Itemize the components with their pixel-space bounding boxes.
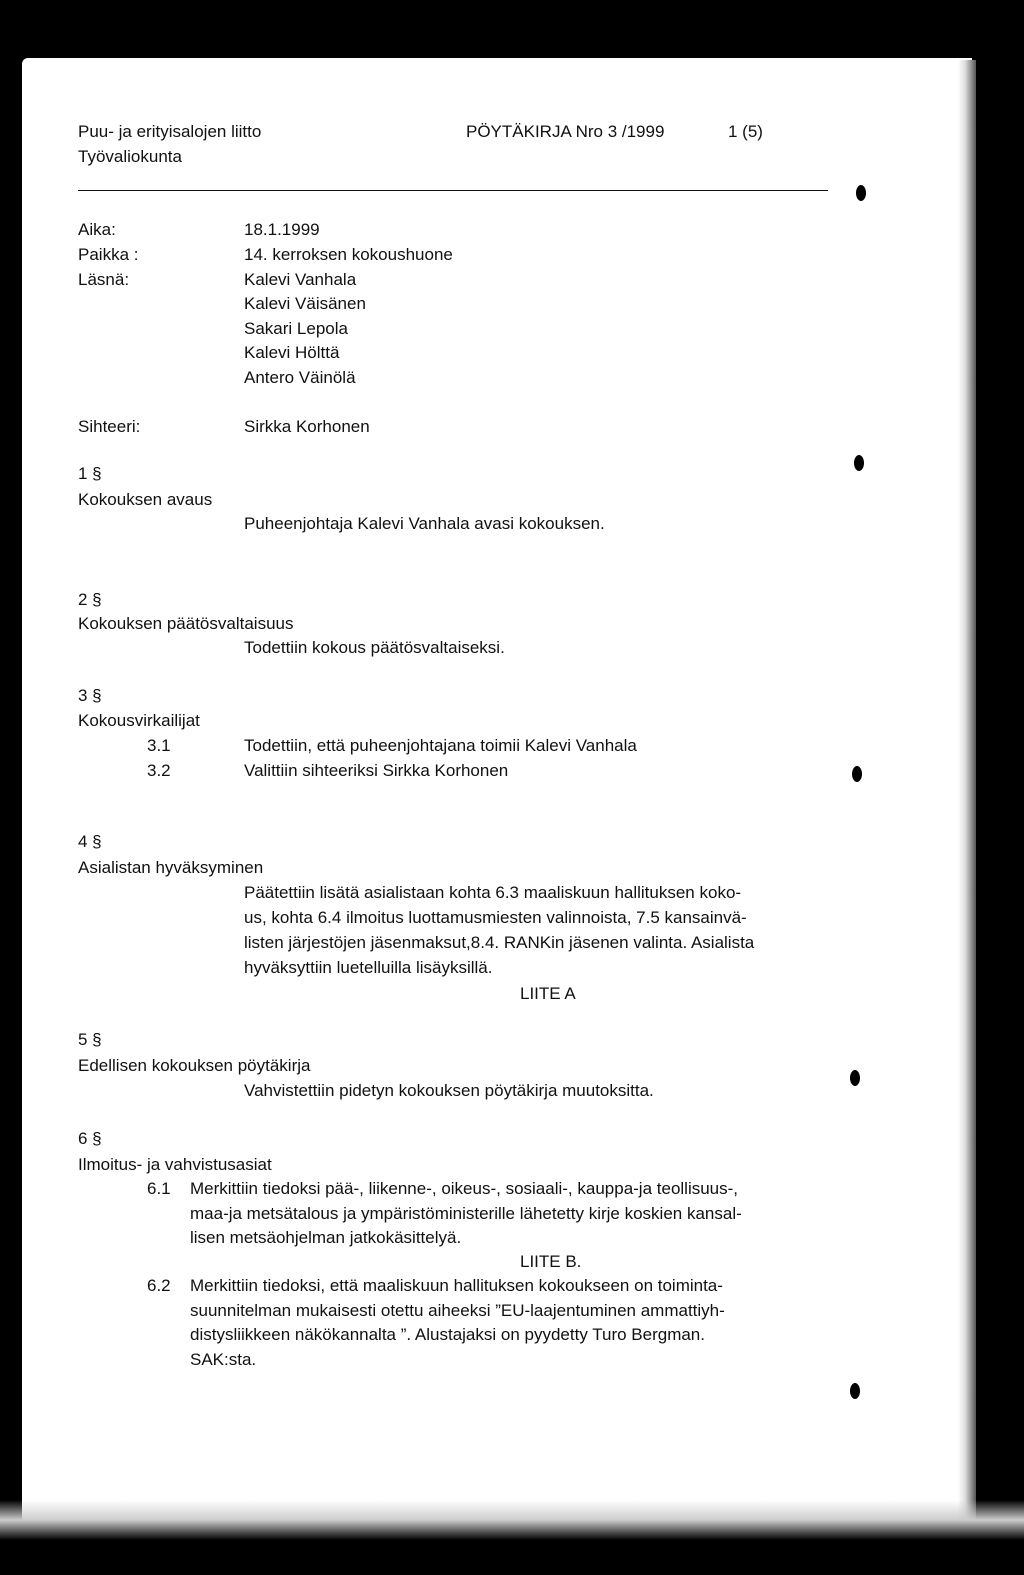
sihteeri-label: Sihteeri: <box>78 417 141 436</box>
attendee: Kalevi Hölttä <box>244 343 340 362</box>
item-number: 3.1 <box>147 736 171 755</box>
item-text-line: Merkittiin tiedoksi pää-, liikenne-, oikeus-, sosiaali-, kauppa-ja teollisuus-, <box>190 1179 739 1198</box>
section-text: Vahvistettiin pidetyn kokouksen pöytäkirja muutoksitta. <box>244 1081 654 1100</box>
org-name: Puu- ja erityisalojen liitto <box>78 122 262 141</box>
aika-value: 18.1.1999 <box>244 220 320 239</box>
paikka-value: 14. kerroksen kokoushuone <box>244 245 453 264</box>
item-number: 6.1 <box>147 1179 171 1198</box>
section-text-line: us, kohta 6.4 ilmoitus luottamusmiesten valinnoista, 7.5 kansainvä- <box>244 908 747 927</box>
item-text-line: suunnitelman mukaisesti otettu aiheeksi ”EU-laajentuminen ammattiyh- <box>190 1301 725 1320</box>
section-number: 6 § <box>78 1129 102 1148</box>
page-number: 1 (5) <box>728 122 763 141</box>
sihteeri-value: Sirkka Korhonen <box>244 417 370 436</box>
page-edge-shadow <box>958 60 976 1530</box>
section-title: Kokousvirkailijat <box>78 711 200 730</box>
binder-hole-icon <box>850 1383 860 1399</box>
section-title: Kokouksen päätösvaltaisuus <box>78 614 294 633</box>
attachment-ref: LIITE B. <box>520 1252 582 1271</box>
item-number: 3.2 <box>147 761 171 780</box>
section-number: 4 § <box>78 832 102 851</box>
binder-hole-icon <box>854 455 864 471</box>
binder-hole-icon <box>856 185 866 201</box>
section-text: Puheenjohtaja Kalevi Vanhala avasi kokouksen. <box>244 514 605 533</box>
section-text-line: Päätettiin lisätä asialistaan kohta 6.3 maaliskuun hallituksen koko- <box>244 883 742 902</box>
org-unit: Työvaliokunta <box>78 147 182 166</box>
item-text-line: Merkittiin tiedoksi, että maaliskuun hallituksen kokoukseen on toiminta- <box>190 1276 723 1295</box>
section-number: 1 § <box>78 464 102 483</box>
section-text-line: hyväksyttiin luetelluilla lisäyksillä. <box>244 958 493 977</box>
section-title: Asialistan hyväksyminen <box>78 858 264 877</box>
lasna-label: Läsnä: <box>78 270 130 289</box>
aika-label: Aika: <box>78 220 116 239</box>
section-number: 5 § <box>78 1030 102 1049</box>
binder-hole-icon <box>852 766 862 782</box>
binder-hole-icon <box>850 1070 860 1086</box>
section-title: Edellisen kokouksen pöytäkirja <box>78 1056 311 1075</box>
section-text: Todettiin kokous päätösvaltaiseksi. <box>244 638 505 657</box>
item-text-line: SAK:sta. <box>190 1350 257 1369</box>
item-text: Valittiin sihteeriksi Sirkka Korhonen <box>244 761 509 780</box>
attachment-ref: LIITE A <box>520 984 576 1003</box>
attendee: Antero Väinölä <box>244 368 356 387</box>
paikka-label: Paikka : <box>78 245 139 264</box>
attendee: Kalevi Väisänen <box>244 294 366 313</box>
item-text-line: lisen metsäohjelman jatkokäsittelyä. <box>190 1228 462 1247</box>
header-divider <box>78 190 828 191</box>
item-text-line: distysliikkeen näkökannalta ”. Alustajaksi on pyydetty Turo Bergman. <box>190 1325 705 1344</box>
section-number: 3 § <box>78 686 102 705</box>
section-text-line: listen järjestöjen jäsenmaksut,8.4. RANKin jäsenen valinta. Asialista <box>244 933 755 952</box>
item-number: 6.2 <box>147 1276 171 1295</box>
item-text-line: maa-ja metsätalous ja ympäristöministerille lähetetty kirje koskien kansal- <box>190 1204 742 1223</box>
item-text: Todettiin, että puheenjohtajana toimii Kalevi Vanhala <box>244 736 637 755</box>
section-title: Ilmoitus- ja vahvistusasiat <box>78 1155 272 1174</box>
section-number: 2 § <box>78 590 102 609</box>
page-bottom-shadow <box>0 1500 1024 1540</box>
attendee: Kalevi Vanhala <box>244 270 357 289</box>
doc-title: PÖYTÄKIRJA Nro 3 /1999 <box>466 122 665 141</box>
section-title: Kokouksen avaus <box>78 490 213 509</box>
attendee: Sakari Lepola <box>244 319 348 338</box>
